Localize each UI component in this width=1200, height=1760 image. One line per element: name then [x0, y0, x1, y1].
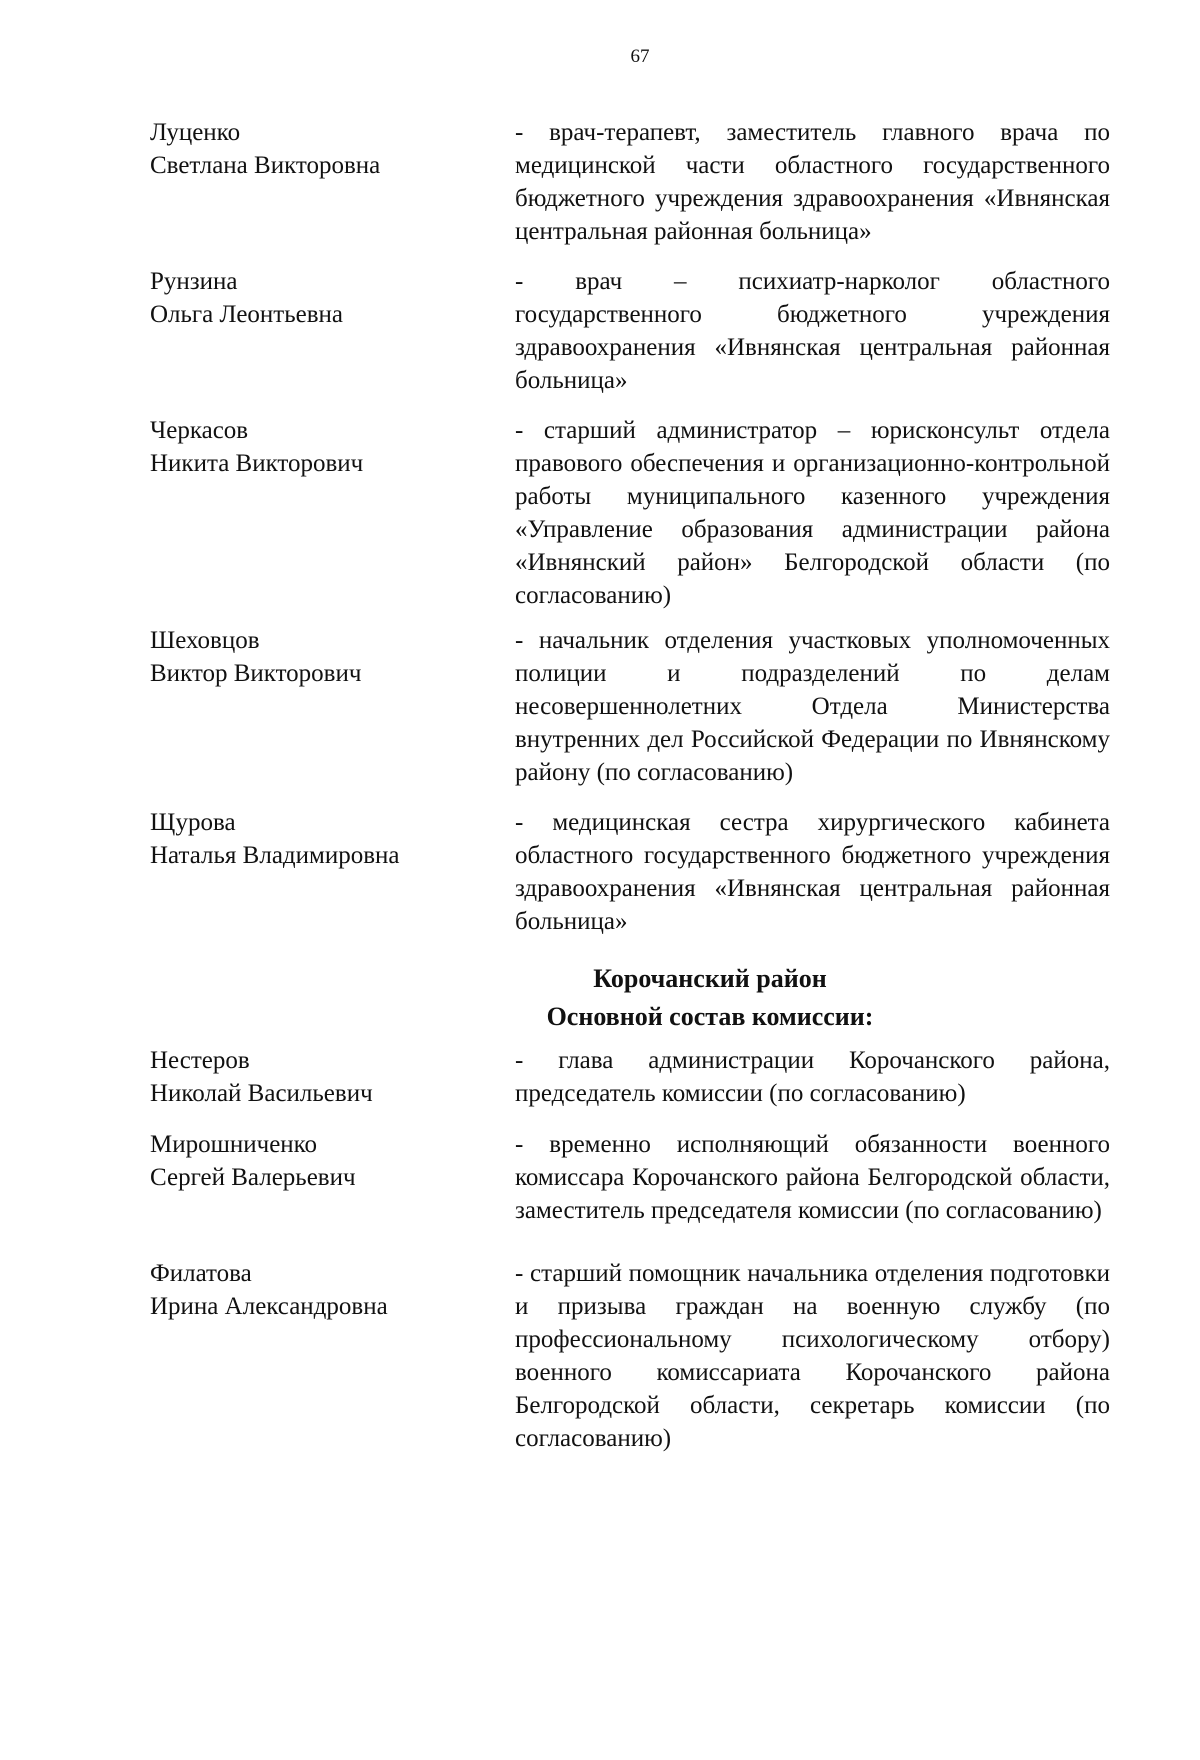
member-entry [150, 806, 1110, 938]
member-name [150, 116, 515, 182]
member-surname: Луценко [150, 119, 241, 146]
member-surname: Черкасов [150, 417, 249, 444]
member-given-names: Никита Викторович [150, 450, 364, 477]
member-name [150, 1128, 515, 1194]
member-entry [150, 1044, 1110, 1110]
member-surname: Рунзина [150, 268, 238, 295]
member-surname: Нестеров [150, 1047, 250, 1074]
member-name [150, 1044, 515, 1110]
member-name [150, 1257, 515, 1323]
member-entry [150, 116, 1110, 248]
member-position: - врач – психиатр-нарколог областного государственного бюджетного учреждения здравоохранения «Ивнянская центральная районная больница» [515, 268, 1110, 394]
member-name [150, 624, 515, 690]
member-position: - медицинская сестра хирургического кабинета областного государственного бюджетного учреждения здравоохранения «Ивнянская центральная районная больница» [515, 809, 1110, 935]
member-given-names: Ольга Леонтьевна [150, 301, 343, 328]
member-entry [150, 265, 1110, 397]
district-heading: Корочанский район [593, 964, 827, 993]
member-surname: Шеховцов [150, 627, 260, 654]
member-entry [150, 414, 1110, 612]
member-entry [150, 1128, 1110, 1227]
member-entry [150, 624, 1110, 789]
page-number: 67 [630, 46, 650, 67]
member-given-names: Виктор Викторович [150, 660, 362, 687]
member-position: - врач-терапевт, заместитель главного врача по медицинской части областного государственного бюджетного учреждения здравоохранения «Ивнянская центральная районная больница» [515, 119, 1110, 245]
member-surname: Щурова [150, 809, 236, 836]
member-surname: Филатова [150, 1260, 252, 1287]
commission-subtitle: Основной состав комиссии: [546, 1002, 874, 1031]
member-entry [150, 1257, 1110, 1455]
commission-list [150, 116, 1110, 1455]
member-given-names: Наталья Владимировна [150, 842, 400, 869]
member-given-names: Светлана Викторовна [150, 152, 381, 179]
member-position: - глава администрации Корочанского района, председатель комиссии (по согласованию) [515, 1047, 1110, 1107]
member-position: - временно исполняющий обязанности военного комиссара Корочанского района Белгородской области, заместитель председателя комиссии (по согласованию) [515, 1131, 1110, 1224]
member-given-names: Ирина Александровна [150, 1293, 388, 1320]
member-surname: Мирошниченко [150, 1131, 318, 1158]
member-given-names: Сергей Валерьевич [150, 1164, 356, 1191]
member-position: - старший администратор – юрисконсульт отдела правового обеспечения и организационно-контрольной работы муниципального казенного учреждения «Управление образования администрации района «Ивнянский район» Белгородской области (по согласованию) [515, 417, 1110, 609]
member-given-names: Николай Васильевич [150, 1080, 373, 1107]
member-name [150, 265, 515, 331]
member-name [150, 806, 515, 872]
member-position: - старший помощник начальника отделения подготовки и призыва граждан на военную службу (по профессиональному психологическому отбору) военного комиссариата Корочанского района Белгородской области, секретарь комиссии (по согласованию) [515, 1260, 1110, 1452]
member-name [150, 414, 515, 480]
member-position: - начальник отделения участковых уполномоченных полиции и подразделений по делам несовершеннолетних Отдела Министерства внутренних дел Российской Федерации по Ивнянскому району (по согласованию) [515, 627, 1110, 786]
